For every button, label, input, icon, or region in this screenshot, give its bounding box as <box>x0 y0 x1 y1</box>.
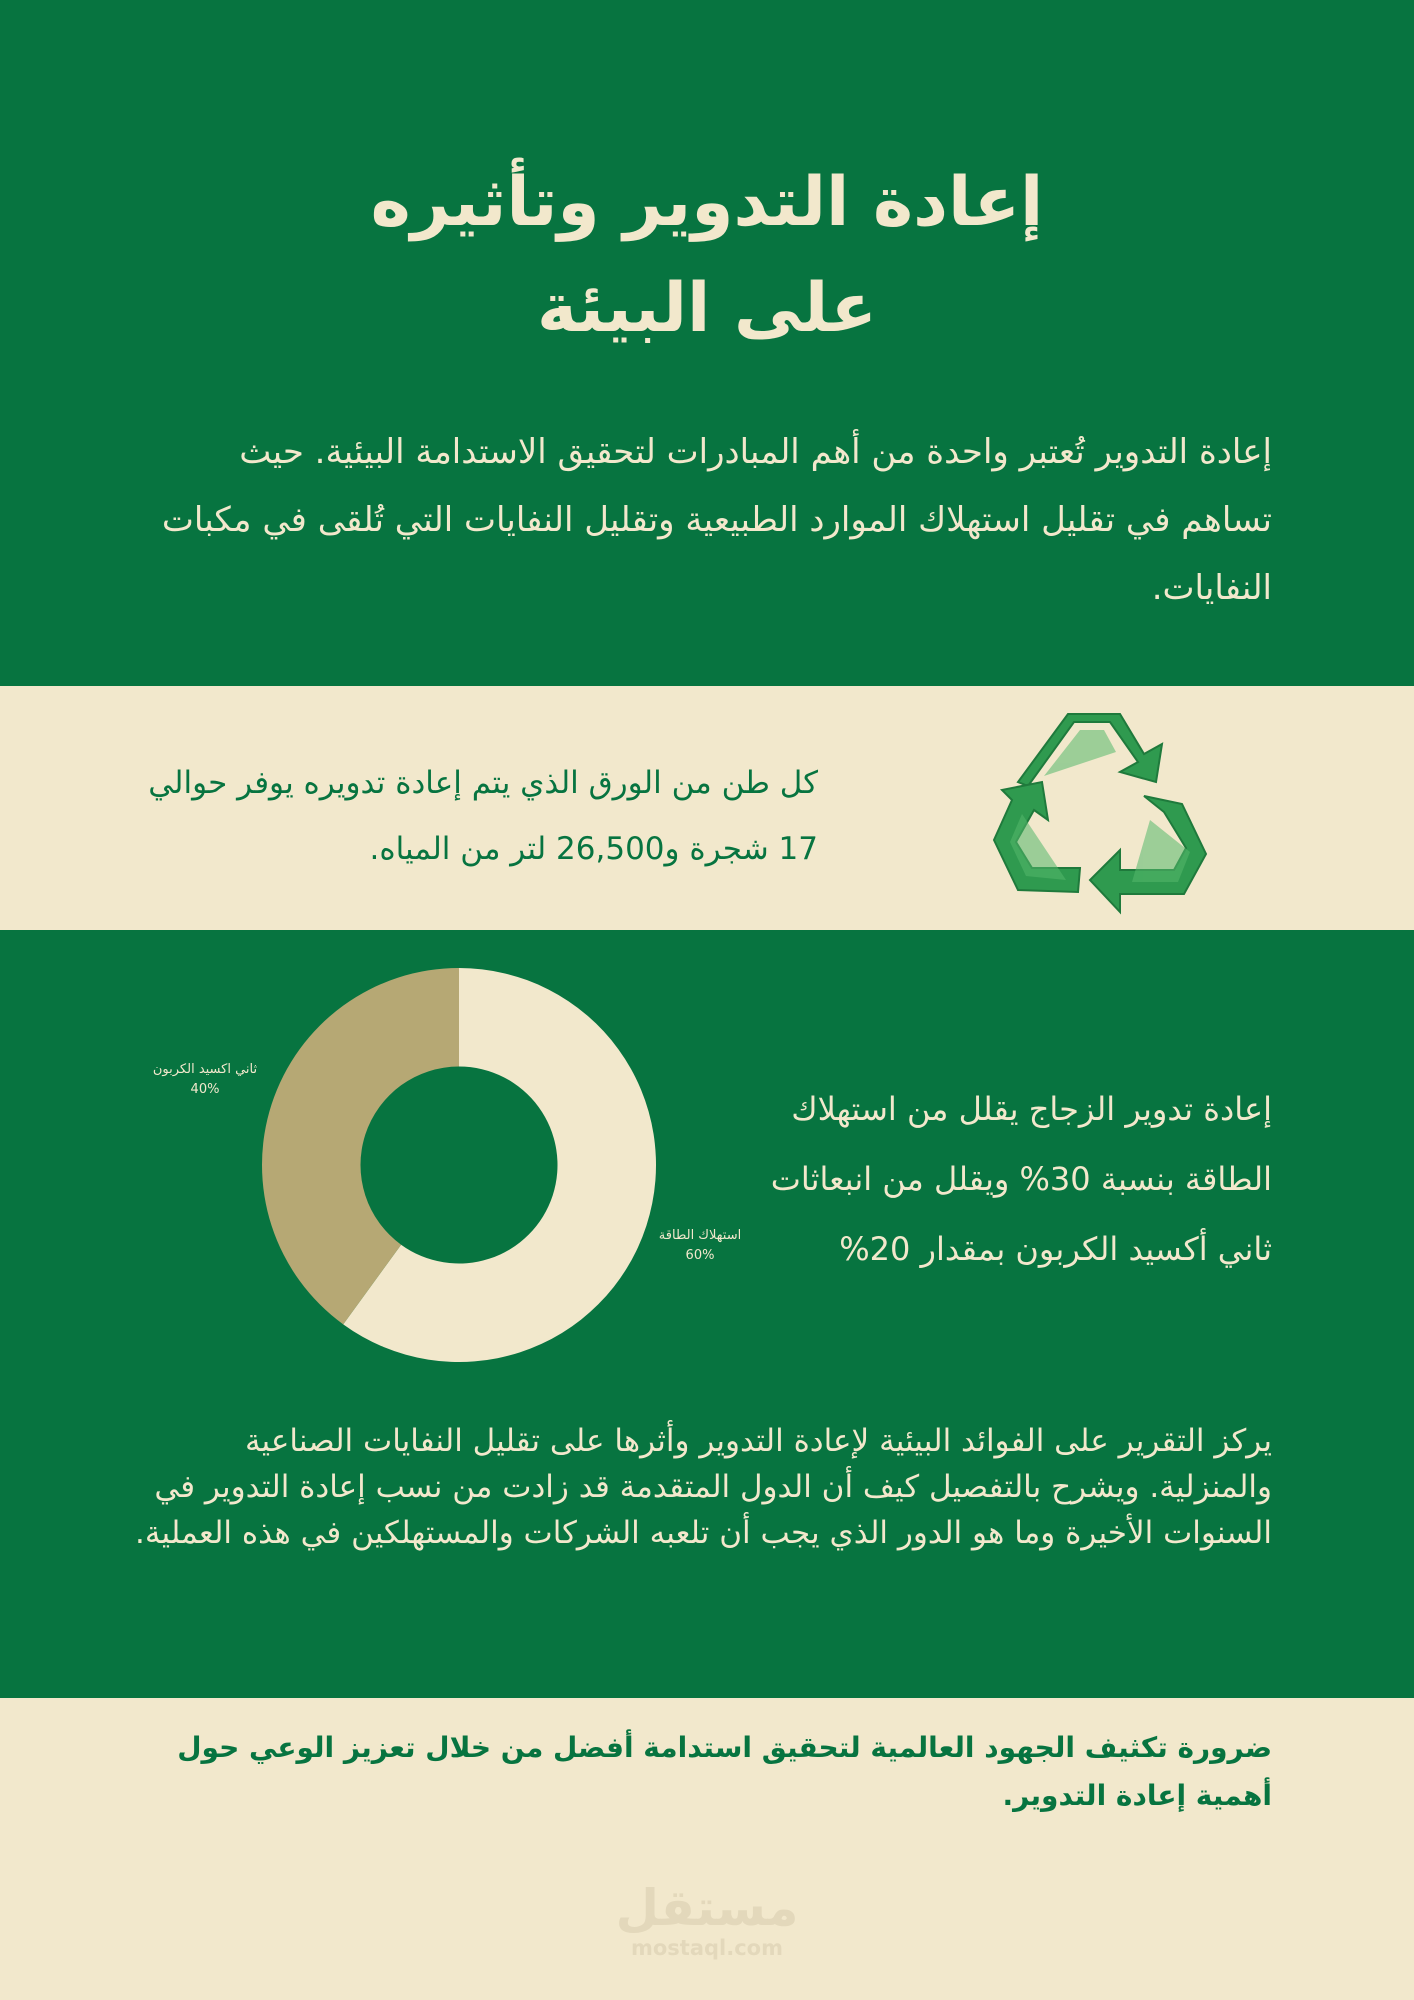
watermark-logo <box>607 1880 807 1960</box>
conclusion-text: ضرورة تكثيف الجهود العالمية لتحقيق استدامة أفضل من خلال تعزيز الوعي حول أهمية إعادة التدوير. <box>177 1731 1272 1812</box>
chart-label-carbon <box>130 1060 280 1100</box>
title-line-1: إعادة التدوير وتأثيره <box>370 163 1044 242</box>
glass-fact-text: إعادة تدوير الزجاج يقلل من استهلاك الطاقة بنسبة 30% ويقلل من انبعاثات ثاني أكسيد الكربون بمقدار 20% <box>770 1090 1272 1268</box>
glass-fact-section <box>0 930 1414 1698</box>
chart-label-energy-value: 60% <box>685 1248 715 1263</box>
report-paragraph: يركز التقرير على الفوائد البيئية لإعادة التدوير وأثرها على تقليل النفايات الصناعية والمنزلية. ويشرح بالتفصيل كيف أن الدول المتقدمة قد زادت من نسب إعادة التدوير في السنوات الأخيرة وما هو الدور الذي يجب أن تلعبه الشركات والمستهلكين في هذه العملية. <box>135 1423 1272 1551</box>
intro-paragraph: إعادة التدوير تُعتبر واحدة من أهم المبادرات لتحقيق الاستدامة البيئية. حيث تساهم في تقليل استهلاك الموارد الطبيعية وتقليل النفايات التي تُلقى في مكبات النفايات. <box>161 432 1272 608</box>
chart-label-carbon-value: 40% <box>190 1082 220 1097</box>
watermark-latin: mostaql.com <box>631 1936 783 1960</box>
recycle-icon <box>988 704 1214 922</box>
donut-chart <box>262 968 656 1362</box>
paper-fact-text: كل طن من الورق الذي يتم إعادة تدويره يوفر حوالي 17 شجرة و26,500 لتر من المياه. <box>148 765 818 867</box>
watermark-arabic: مستقل <box>615 1879 799 1937</box>
page-title <box>0 150 1414 362</box>
title-line-2: على البيئة <box>536 269 878 348</box>
chart-label-energy-name: استهلاك الطاقة <box>658 1228 742 1243</box>
chart-label-carbon-name: ثاني اكسيد الكربون <box>152 1062 258 1077</box>
